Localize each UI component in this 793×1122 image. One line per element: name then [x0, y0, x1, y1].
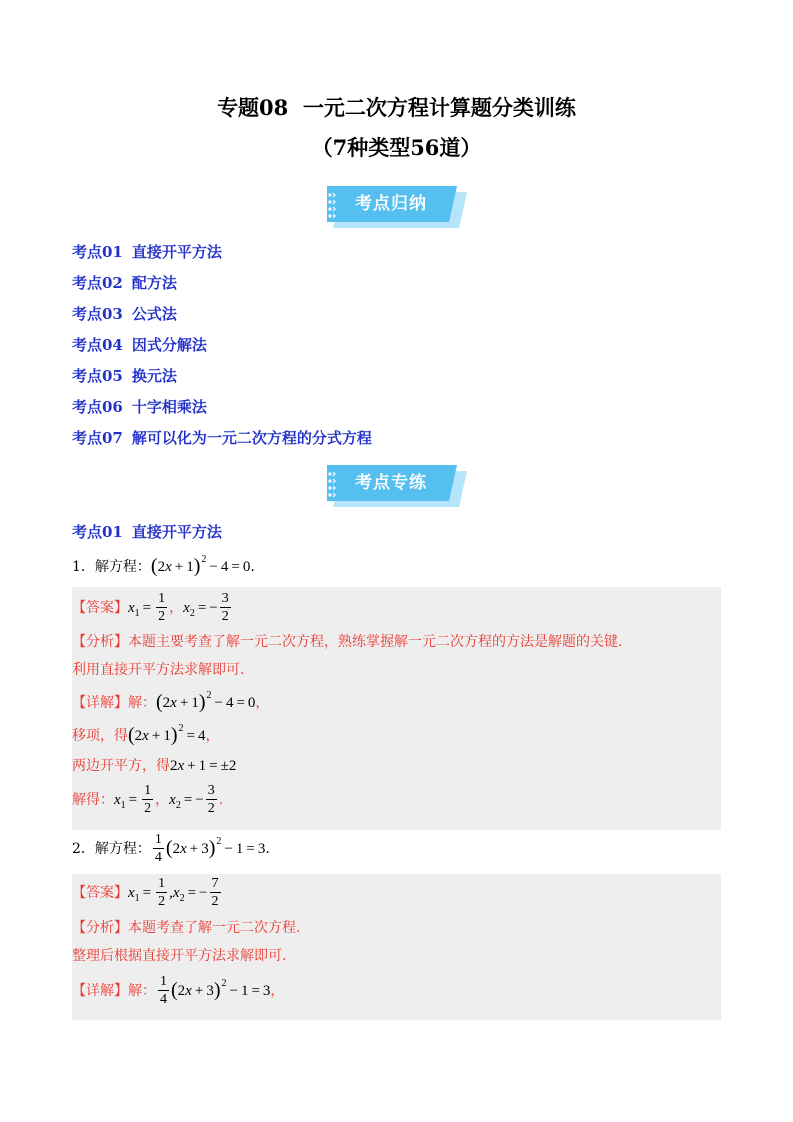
math-term: 0 — [242, 559, 251, 575]
solution-text: ， — [205, 728, 220, 744]
toc-item — [72, 428, 372, 448]
detail-line — [72, 756, 236, 776]
math-operator: = — [183, 792, 193, 808]
math-subscript: 1 — [134, 608, 140, 619]
math-term: 1 — [191, 695, 199, 711]
math-bracket: ) — [198, 691, 206, 713]
solution-text: 两边开平方，得 — [72, 758, 170, 774]
math-fraction — [156, 592, 167, 624]
solution-text: ， — [169, 600, 184, 616]
section-label: 【详解】 — [72, 695, 128, 711]
math-variable: x — [165, 559, 172, 575]
math-term: 2 — [157, 559, 166, 575]
math-operator: = — [142, 885, 152, 901]
math-operator: + — [179, 695, 189, 711]
math-variable: x — [128, 885, 135, 901]
math-operator: = — [142, 600, 152, 616]
math-term: 4 — [197, 728, 206, 744]
math-operator: = — [209, 758, 218, 774]
fraction-numerator: 3 — [221, 591, 229, 606]
math-term: 3 — [206, 983, 214, 999]
solution-text: 本题主要考查了解一元二次方程，熟练掌握解一元二次方程的方法是解题的关键. — [128, 634, 623, 650]
math-term: 2 — [170, 758, 178, 774]
fraction-numerator: 1 — [160, 974, 167, 989]
detail-line — [72, 688, 269, 716]
toc-item-label: 解可以化为一元二次方程的分式方程 — [131, 429, 372, 447]
toc-item-label: 换元法 — [131, 367, 177, 385]
math-subscript: 2 — [179, 893, 185, 904]
section-banner-practice — [327, 465, 467, 507]
section-label: 【答案】 — [72, 885, 128, 901]
analysis-line — [72, 632, 622, 652]
toc-item — [72, 304, 177, 324]
analysis-note-line — [72, 946, 286, 966]
section-label: 【答案】 — [72, 600, 128, 616]
math-operator: = — [231, 559, 240, 575]
toc-item — [72, 366, 177, 386]
math-operator: = — [186, 728, 195, 744]
math-variable: x — [183, 600, 190, 616]
toc-item-number: 考点06 — [72, 398, 123, 416]
math-operator: = — [187, 885, 197, 901]
solution-text: 解： — [128, 695, 156, 711]
question-text: 2．解方程： — [72, 841, 151, 857]
math-operator: − — [229, 983, 238, 999]
toc-item-number: 考点07 — [72, 429, 123, 447]
analysis-line — [72, 918, 300, 938]
toc-item-label: 十字相乘法 — [131, 398, 207, 416]
math-operator: = — [246, 841, 255, 857]
math-fraction — [142, 784, 153, 816]
section-label: 【详解】 — [72, 983, 128, 999]
solution-text: ， — [255, 695, 270, 711]
math-superscript: 2 — [178, 723, 184, 734]
topic-heading — [72, 522, 222, 542]
banner-title: 考点专练 — [355, 473, 427, 493]
math-superscript: 2 — [221, 978, 227, 989]
section-label: 【分析】 — [72, 634, 128, 650]
math-variable: x — [128, 600, 135, 616]
math-superscript: 2 — [216, 836, 222, 847]
problem-question — [72, 831, 270, 865]
math-term: 1 — [235, 841, 244, 857]
toc-item-label: 公式法 — [131, 305, 177, 323]
fraction-numerator: 1 — [158, 876, 166, 891]
math-superscript: 2 — [206, 690, 212, 701]
fraction-denominator: 2 — [207, 801, 215, 816]
fraction-numerator: 7 — [211, 876, 219, 891]
toc-item — [72, 397, 207, 417]
topic-number: 考点01 — [72, 523, 123, 541]
fraction-denominator: 2 — [158, 609, 166, 624]
math-variable: x — [170, 695, 177, 711]
math-operator: − — [224, 841, 233, 857]
math-variable: x — [185, 983, 192, 999]
math-fraction — [210, 877, 221, 909]
math-variable: x — [114, 792, 121, 808]
math-operator: − — [209, 559, 218, 575]
math-variable: x — [180, 841, 187, 857]
toc-item-number: 考点04 — [72, 336, 123, 354]
math-fraction — [153, 833, 164, 865]
fraction-denominator: 4 — [160, 992, 167, 1007]
math-operator: + — [189, 841, 199, 857]
toc-item-label: 直接开平方法 — [131, 243, 222, 261]
math-fraction — [158, 975, 169, 1007]
math-term: 2 — [134, 728, 143, 744]
math-operator: = — [236, 695, 245, 711]
question-text: . — [250, 559, 255, 575]
solution-box — [72, 874, 721, 1020]
math-term: − — [199, 885, 208, 901]
problem-question — [72, 553, 255, 579]
detail-line — [72, 721, 219, 749]
fraction-denominator: 2 — [221, 609, 229, 624]
math-bracket: ( — [128, 724, 135, 746]
math-bracket: ) — [208, 837, 216, 859]
math-term: − — [195, 792, 204, 808]
toc-item-number: 考点05 — [72, 367, 123, 385]
math-term: 3 — [201, 841, 209, 857]
math-operator: = — [128, 792, 138, 808]
math-term: 2 — [177, 983, 186, 999]
analysis-note-line — [72, 660, 244, 680]
toc-item-number: 考点02 — [72, 274, 123, 292]
fraction-denominator: 4 — [154, 850, 162, 865]
math-operator: + — [174, 559, 184, 575]
solution-text: 解得： — [72, 792, 114, 808]
math-term: 0 — [247, 695, 256, 711]
math-fraction — [156, 877, 167, 909]
math-term: 3 — [262, 983, 271, 999]
math-term: 2 — [162, 695, 171, 711]
math-term: , — [169, 885, 173, 901]
math-operator: − — [214, 695, 223, 711]
math-term: 2 — [172, 841, 181, 857]
detail-line — [72, 973, 284, 1007]
solution-box — [72, 587, 721, 830]
math-variable: x — [169, 792, 176, 808]
math-term: 1 — [198, 758, 207, 774]
solution-text: ， — [155, 792, 170, 808]
math-operator: = — [251, 983, 260, 999]
toc-item-label: 配方法 — [131, 274, 177, 292]
page-title: 专题08 一元二次方程计算题分类训练 — [217, 95, 576, 120]
question-text: . — [265, 841, 270, 857]
math-operator: + — [151, 728, 161, 744]
banner-title: 考点归纳 — [355, 194, 427, 214]
math-fraction — [206, 784, 217, 816]
fraction-denominator: 2 — [144, 801, 152, 816]
toc-item-label: 因式分解法 — [131, 336, 207, 354]
math-bracket: ( — [156, 691, 163, 713]
fraction-numerator: 1 — [158, 591, 166, 606]
math-operator: = — [197, 600, 207, 616]
math-term: − — [209, 600, 218, 616]
math-bracket: ) — [193, 555, 201, 577]
page-subtitle: （7种类型56道） — [311, 135, 482, 160]
math-term: ±2 — [220, 758, 237, 774]
math-term: 4 — [225, 695, 234, 711]
toc-item — [72, 335, 207, 355]
math-subscript: 2 — [175, 800, 181, 811]
math-bracket: ) — [213, 979, 221, 1001]
solution-text: 解： — [128, 983, 156, 999]
math-variable: x — [177, 758, 185, 774]
solution-text: 整理后根据直接开平方法求解即可. — [72, 948, 287, 964]
solution-text: ， — [270, 983, 285, 999]
solution-text: 本题考查了解一元二次方程. — [128, 920, 301, 936]
section-label: 【分析】 — [72, 920, 128, 936]
toc-item — [72, 273, 177, 293]
math-fraction — [220, 592, 231, 624]
topic-label: 直接开平方法 — [131, 523, 222, 541]
math-bracket: ( — [150, 555, 158, 577]
math-bracket: ) — [170, 724, 178, 746]
math-variable: x — [172, 885, 180, 901]
solution-text: 利用直接开平方法求解即可. — [72, 662, 245, 678]
math-term: 1 — [186, 559, 194, 575]
answer-line — [72, 877, 223, 909]
fraction-numerator: 1 — [144, 783, 152, 798]
math-term: 1 — [163, 728, 171, 744]
math-bracket: ( — [171, 979, 178, 1001]
math-term: 4 — [220, 559, 229, 575]
math-operator: + — [187, 758, 196, 774]
math-subscript: 1 — [134, 893, 140, 904]
fraction-denominator: 2 — [158, 894, 166, 909]
math-operator: + — [194, 983, 204, 999]
fraction-numerator: 3 — [207, 783, 215, 798]
math-subscript: 2 — [189, 608, 195, 619]
math-bracket: ( — [165, 837, 173, 859]
question-text: 1．解方程： — [72, 559, 151, 575]
math-subscript: 1 — [120, 800, 126, 811]
toc-item-number: 考点03 — [72, 305, 123, 323]
fraction-denominator: 2 — [211, 894, 219, 909]
answer-line — [72, 592, 233, 624]
detail-line — [72, 784, 223, 816]
math-term: 3 — [257, 841, 266, 857]
math-variable: x — [142, 728, 149, 744]
fraction-numerator: 1 — [154, 832, 162, 847]
math-term: 1 — [240, 983, 249, 999]
toc-item — [72, 242, 222, 262]
section-banner-summary — [327, 186, 467, 228]
toc-item-number: 考点01 — [72, 243, 123, 261]
math-superscript: 2 — [201, 554, 207, 565]
solution-text: . — [218, 792, 224, 808]
solution-text: 移项，得 — [72, 728, 128, 744]
